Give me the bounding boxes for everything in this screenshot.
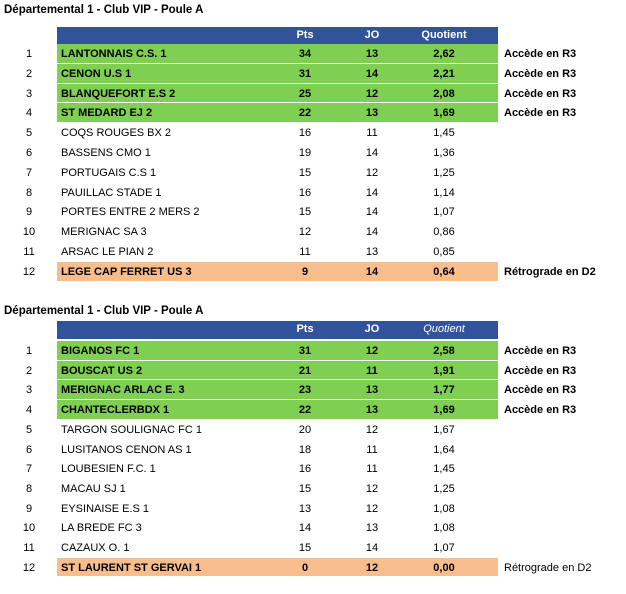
quotient-cell: 2,21 <box>433 67 455 80</box>
points-cell: 9 <box>301 265 309 278</box>
table-row <box>0 459 626 479</box>
games-cell: 14 <box>365 542 379 554</box>
games-cell: 12 <box>365 482 379 495</box>
table-header <box>57 27 498 45</box>
games-cell: 12 <box>365 166 379 179</box>
games-cell: 13 <box>365 384 379 397</box>
quotient-cell: 0,86 <box>433 226 455 239</box>
quotient-cell: 1,25 <box>433 482 455 495</box>
table-row <box>0 479 626 499</box>
team-cell: PORTES ENTRE 2 MERS 2 <box>61 206 200 219</box>
table-row <box>0 361 626 381</box>
rank-cell: 9 <box>25 206 33 219</box>
rank-cell: 11 <box>23 246 35 258</box>
games-cell: 13 <box>365 48 379 60</box>
points-cell: 20 <box>298 423 312 436</box>
team-cell: LA BREDE FC 3 <box>61 522 142 535</box>
rank-cell: 2 <box>25 364 33 377</box>
table-row <box>0 222 626 242</box>
points-cell: 21 <box>298 364 312 377</box>
games-cell: 12 <box>365 561 379 574</box>
team-cell: LUSITANOS CENON AS 1 <box>61 443 192 456</box>
team-cell: MERIGNAC SA 3 <box>61 226 147 239</box>
rank-cell: 12 <box>22 561 36 574</box>
quotient-cell: 2,08 <box>433 87 455 100</box>
header-quotient: Quotient <box>421 29 467 41</box>
points-cell: 16 <box>298 127 312 140</box>
points-cell: 12 <box>298 226 312 239</box>
quotient-cell: 1,07 <box>433 542 455 554</box>
quotient-cell: 1,69 <box>433 107 455 120</box>
team-cell: TARGON SOULIGNAC FC 1 <box>61 423 202 436</box>
rank-cell: 6 <box>25 443 33 456</box>
points-cell: 15 <box>298 206 312 219</box>
team-cell: COQS ROUGES BX 2 <box>61 127 172 140</box>
quotient-cell: 1,07 <box>433 206 455 219</box>
games-cell: 14 <box>365 226 379 239</box>
points-cell: 15 <box>298 482 312 495</box>
quotient-cell: 0,85 <box>433 246 455 258</box>
points-cell: 16 <box>298 463 312 476</box>
rank-cell: 2 <box>25 67 33 80</box>
games-cell: 12 <box>365 423 379 436</box>
points-cell: 31 <box>298 67 312 80</box>
quotient-cell: 1,77 <box>433 384 455 397</box>
header-quotient: Quotient <box>423 323 465 335</box>
rank-cell: 10 <box>22 226 36 239</box>
rank-cell: 7 <box>25 463 33 476</box>
table-row <box>0 400 626 420</box>
rank-cell: 9 <box>25 502 33 515</box>
table-row <box>0 163 626 183</box>
games-cell: 13 <box>365 246 379 258</box>
points-cell: 11 <box>299 246 311 258</box>
status-cell: Accède en R3 <box>504 364 577 377</box>
points-cell: 25 <box>298 87 312 100</box>
quotient-cell: 2,58 <box>433 345 455 357</box>
rank-cell: 5 <box>25 423 33 436</box>
points-cell: 18 <box>298 443 312 456</box>
rank-cell: 12 <box>22 265 36 278</box>
points-cell: 22 <box>298 107 312 120</box>
status-cell: Accède en R3 <box>504 48 577 60</box>
team-cell: LANTONNAIS C.S. 1 <box>61 48 167 60</box>
team-cell: BASSENS CMO 1 <box>61 147 151 159</box>
header-pts: Pts <box>296 29 314 41</box>
quotient-cell: 1,64 <box>433 443 455 456</box>
games-cell: 12 <box>365 87 379 100</box>
table-row <box>0 143 626 163</box>
table-row <box>0 84 626 104</box>
points-cell: 0 <box>301 561 309 574</box>
status-cell: Accède en R3 <box>504 67 577 80</box>
points-cell: 31 <box>298 345 312 357</box>
quotient-cell: 1,67 <box>433 423 455 436</box>
points-cell: 22 <box>298 404 312 417</box>
team-cell: BIGANOS FC 1 <box>61 345 140 357</box>
points-cell: 34 <box>298 48 312 60</box>
team-cell: CENON U.S 1 <box>61 67 132 80</box>
points-cell: 19 <box>298 147 312 159</box>
games-cell: 14 <box>365 206 379 219</box>
points-cell: 14 <box>298 522 312 535</box>
status-cell: Accède en R3 <box>504 107 577 120</box>
rank-cell: 5 <box>25 127 33 140</box>
quotient-cell: 1,45 <box>433 127 455 140</box>
team-cell: BOUSCAT US 2 <box>61 364 143 377</box>
table-row <box>0 202 626 222</box>
games-cell: 14 <box>365 265 379 278</box>
games-cell: 13 <box>365 107 379 120</box>
games-cell: 11 <box>366 364 378 377</box>
table-row <box>0 64 626 84</box>
table-row <box>0 499 626 519</box>
quotient-cell: 0,00 <box>433 561 455 574</box>
table-row <box>0 262 626 282</box>
games-cell: 12 <box>365 502 379 515</box>
table-row <box>0 123 626 143</box>
games-cell: 14 <box>365 186 379 199</box>
table-title: Départemental 1 - Club VIP - Poule A <box>4 305 204 317</box>
rank-cell: 4 <box>25 107 33 120</box>
table-row <box>0 538 626 558</box>
quotient-cell: 1,08 <box>433 502 455 515</box>
quotient-cell: 1,91 <box>433 364 455 377</box>
games-cell: 11 <box>366 443 378 456</box>
table-header <box>57 321 498 339</box>
team-cell: BLANQUEFORT E.S 2 <box>61 87 176 100</box>
rank-cell: 3 <box>25 384 33 397</box>
games-cell: 14 <box>365 67 379 80</box>
quotient-cell: 1,25 <box>433 166 455 179</box>
team-cell: LEGE CAP FERRET US 3 <box>61 265 192 278</box>
rank-cell: 8 <box>25 482 33 495</box>
quotient-cell: 1,08 <box>433 522 455 535</box>
rank-cell: 11 <box>23 542 35 554</box>
team-cell: MERIGNAC ARLAC E. 3 <box>61 384 185 397</box>
games-cell: 13 <box>365 522 379 535</box>
team-cell: PORTUGAIS C.S 1 <box>61 166 157 179</box>
games-cell: 13 <box>365 404 379 417</box>
points-cell: 16 <box>298 186 312 199</box>
quotient-cell: 1,45 <box>433 463 455 476</box>
team-cell: ST MEDARD EJ 2 <box>61 107 153 120</box>
table-title: Départemental 1 - Club VIP - Poule A <box>4 4 204 16</box>
table-row <box>0 518 626 538</box>
team-cell: MACAU SJ 1 <box>61 482 126 495</box>
team-cell: ST LAURENT ST GERVAI 1 <box>61 561 202 574</box>
status-cell: Accède en R3 <box>504 345 577 357</box>
table-row <box>0 380 626 400</box>
status-cell: Accède en R3 <box>504 404 577 417</box>
status-cell: Rétrograde en D2 <box>504 265 596 278</box>
header-jo: JO <box>364 323 380 335</box>
team-cell: CAZAUX O. 1 <box>61 542 130 554</box>
rank-cell: 4 <box>25 404 33 417</box>
games-cell: 11 <box>366 127 378 140</box>
team-cell: LOUBESIEN F.C. 1 <box>61 463 156 476</box>
games-cell: 14 <box>365 147 379 159</box>
games-cell: 11 <box>366 463 378 476</box>
status-cell: Rétrograde en D2 <box>504 561 592 574</box>
table-row <box>0 440 626 460</box>
rank-cell: 1 <box>25 48 33 60</box>
team-cell: PAUILLAC STADE 1 <box>61 186 162 199</box>
quotient-cell: 0,64 <box>433 265 455 278</box>
team-cell: CHANTECLERBDX 1 <box>61 404 170 417</box>
status-cell: Accède en R3 <box>504 87 577 100</box>
points-cell: 15 <box>298 166 312 179</box>
header-jo: JO <box>364 29 380 41</box>
team-cell: ARSAC LE PIAN 2 <box>61 246 154 258</box>
points-cell: 15 <box>298 542 312 554</box>
rank-cell: 1 <box>25 345 33 357</box>
team-cell: EYSINAISE E.S 1 <box>61 502 150 515</box>
table-row <box>0 183 626 203</box>
status-cell: Accède en R3 <box>504 384 577 397</box>
points-cell: 13 <box>298 502 312 515</box>
quotient-cell: 1,69 <box>433 404 455 417</box>
table-row <box>0 242 626 262</box>
table-row <box>0 44 626 64</box>
table-row <box>0 103 626 123</box>
rank-cell: 10 <box>22 522 36 535</box>
table-row <box>0 558 626 578</box>
quotient-cell: 1,36 <box>433 147 455 159</box>
points-cell: 23 <box>298 384 312 397</box>
header-pts: Pts <box>296 323 314 335</box>
table-row <box>0 420 626 440</box>
games-cell: 12 <box>365 345 379 357</box>
table-row <box>0 341 626 361</box>
rank-cell: 8 <box>25 186 33 199</box>
rank-cell: 3 <box>25 87 33 100</box>
rank-cell: 7 <box>25 166 33 179</box>
rank-cell: 6 <box>25 147 33 159</box>
quotient-cell: 1,14 <box>433 186 455 199</box>
quotient-cell: 2,62 <box>433 48 455 60</box>
